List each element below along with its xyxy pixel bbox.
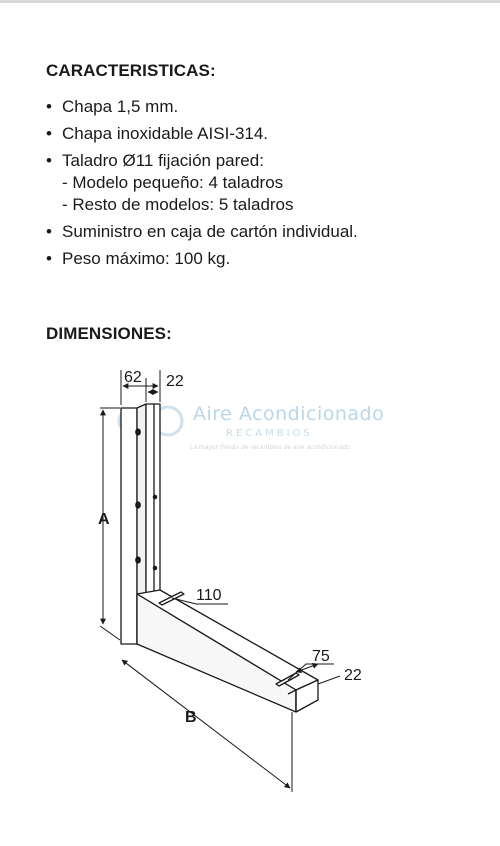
list-item-text: Suministro en caja de cartón individual. — [62, 222, 358, 241]
bullet-marker: • — [46, 97, 52, 116]
mount-hole — [153, 566, 156, 569]
list-item — [46, 221, 486, 243]
dimension-label-62: 62 — [124, 369, 142, 386]
dimension-label-a: A — [98, 511, 110, 528]
list-item — [46, 150, 486, 216]
upright-front-face — [121, 408, 137, 644]
sub-item-text: - Resto de modelos: 5 taladros — [62, 195, 294, 214]
dimension-label-75: 75 — [312, 648, 330, 665]
mount-hole — [153, 495, 156, 498]
leader-22-end — [318, 676, 340, 684]
list-item-text: Taladro Ø11 fijación pared: — [62, 151, 264, 170]
dimension-label-110: 110 — [196, 587, 222, 604]
dimension-label-22-top: 22 — [166, 373, 184, 390]
bullet-marker: • — [46, 124, 52, 143]
arm-gusset-face — [137, 594, 296, 712]
dimension-label-b: B — [185, 709, 197, 726]
dimension-label-22-end: 22 — [344, 667, 362, 684]
dimensions-heading: DIMENSIONES: — [46, 324, 172, 343]
bracket-dimension-diagram — [0, 350, 500, 846]
list-item-text: Chapa 1,5 mm. — [62, 97, 179, 116]
list-item-text: Peso máximo: 100 kg. — [62, 249, 231, 268]
watermark-tagline: La mayor tienda de recambios de aire acondicionado — [190, 444, 350, 451]
mount-hole — [136, 502, 140, 508]
watermark-title: Aire Acondicionado — [193, 403, 385, 425]
mount-hole — [136, 557, 140, 563]
bullet-marker: • — [46, 151, 52, 170]
extension-line — [100, 626, 120, 640]
list-item — [46, 123, 486, 145]
list-item-text: Chapa inoxidable AISI-314. — [62, 124, 269, 143]
dimension-line-75 — [296, 664, 318, 672]
characteristics-list — [46, 96, 486, 275]
mount-hole — [136, 429, 140, 435]
list-item — [46, 96, 486, 118]
list-item — [46, 248, 486, 270]
sub-item-text: - Modelo pequeño: 4 taladros — [62, 173, 284, 192]
characteristics-heading: CARACTERISTICAS: — [46, 61, 216, 80]
bullet-marker: • — [46, 249, 52, 268]
bullet-marker: • — [46, 222, 52, 241]
top-divider — [0, 0, 500, 3]
watermark-subtitle: RECAMBIOS — [226, 428, 313, 439]
